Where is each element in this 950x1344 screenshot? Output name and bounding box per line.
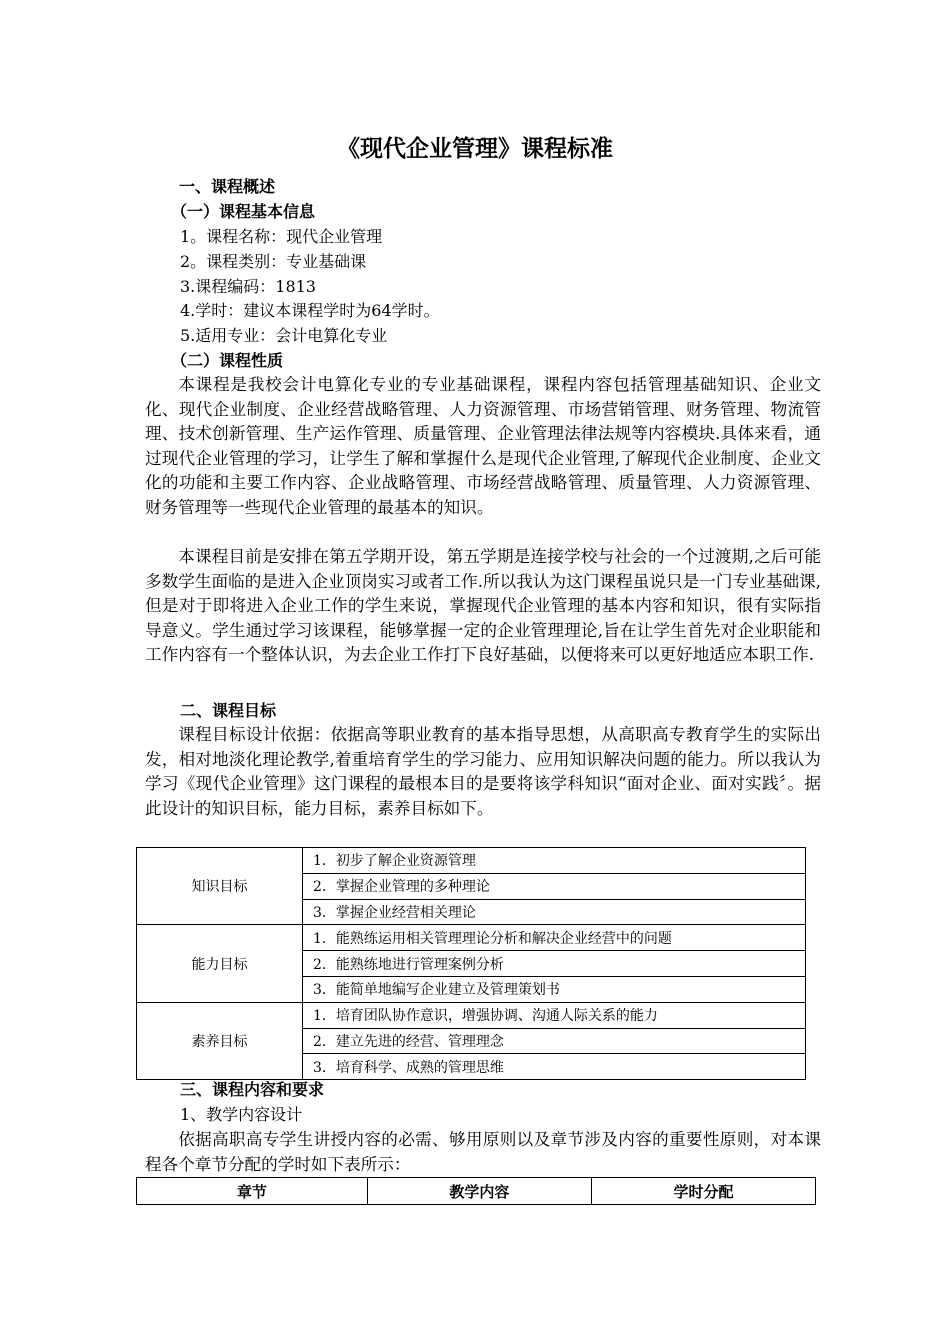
column-header-hours: 学时分配 (591, 1178, 815, 1205)
goal-category-knowledge: 知识目标 (137, 848, 303, 925)
section-2-heading: 二、课程目标 (180, 701, 277, 720)
document-title: 《现代企业管理》课程标准 (337, 136, 613, 162)
info-course-type: 2。课程类别：专业基础课 (180, 252, 367, 271)
info-major: 5.适用专业：会计电算化专业 (180, 326, 388, 345)
table-row (137, 848, 806, 874)
goal-item: 1．培育团队协作意识，增强协调、沟通人际关系的能力 (303, 1002, 806, 1028)
goal-item: 1．初步了解企业资源管理 (303, 848, 806, 874)
nature-paragraph-2: 本课程目前是安排在第五学期开设，第五学期是连接学校与社会的一个过渡期,之后可能多数学生面临的是进入企业顶岗实习或者工作.所以我认为这门课程虽说只是一门专业基础课,但是对于即将进入企业工作的学生来说，掌握现代企业管理的基本内容和知识，很有实际指导意义。学生通过学习该课程，能够掌握一定的企业管理理论,旨在让学生首先对企业职能和工作内容有一个整体认识，为去企业工作打下良好基础，以便将来可以更好地适应本职工作. (145, 547, 821, 665)
section-3-1-heading: 1、教学内容设计 (180, 1105, 303, 1124)
goals-table (136, 847, 806, 1080)
goal-category-literacy: 素养目标 (137, 1002, 303, 1079)
goal-item: 3．能简单地编写企业建立及管理策划书 (303, 976, 806, 1002)
hours-table (136, 1177, 816, 1205)
nature-paragraph-1: 本课程是我校会计电算化专业的专业基础课程，课程内容包括管理基础知识、企业文化、现代企业制度、企业经营战略管理、人力资源管理、市场营销管理、财务管理、物流管理、技术创新管理、生产运作管理、质量管理、企业管理法律法规等内容模块.具体来看，通过现代企业管理的学习，让学生了解和掌握什么是现代企业管理,了解现代企业制度、企业文化的功能和主要工作内容、企业战略管理、市场经营战略管理、质量管理、人力资源管理、财务管理等一些现代企业管理的最基本的知识。 (145, 375, 821, 517)
goal-item: 2．能熟练地进行管理案例分析 (303, 951, 806, 977)
column-header-chapter: 章节 (137, 1178, 368, 1205)
goal-item: 2．掌握企业管理的多种理论 (303, 873, 806, 899)
goal-item: 1．能熟练运用相关管理理论分析和解决企业经营中的问题 (303, 925, 806, 951)
section-1-1-heading: （一）课程基本信息 (171, 202, 316, 221)
content-intro-paragraph: 依据高职高专学生讲授内容的必需、够用原则以及章节涉及内容的重要性原则，对本课程各个章节分配的学时如下表所示： (145, 1130, 821, 1174)
goals-intro-paragraph: 课程目标设计依据：依据高等职业教育的基本指导思想，从高职高专教育学生的实际出发，相对地淡化理论教学,着重培育学生的学习能力、应用知识解决问题的能力。所以我认为学习《现代企业管理》这门课程的最根本目的是要将该学科知识“面对企业、面对实践〞。据此设计的知识目标，能力目标，素养目标如下。 (145, 725, 821, 818)
goal-category-ability: 能力目标 (137, 925, 303, 1002)
section-3-heading: 三、课程内容和要求 (180, 1080, 325, 1099)
section-1-2-heading: （二）课程性质 (171, 351, 284, 370)
goal-item: 3．培育科学、成熟的管理思维 (303, 1054, 806, 1080)
goal-item: 2．建立先进的经营、管理理念 (303, 1028, 806, 1054)
table-row (137, 925, 806, 951)
table-row (137, 1002, 806, 1028)
table-header-row (137, 1178, 816, 1205)
section-1-heading: 一、课程概述 (179, 177, 276, 196)
goal-item: 3．掌握企业经营相关理论 (303, 899, 806, 925)
info-course-code: 3.课程编码：1813 (180, 277, 316, 296)
info-course-name: 1。课程名称：现代企业管理 (180, 227, 383, 246)
column-header-content: 教学内容 (367, 1178, 591, 1205)
info-hours: 4.学时：建议本课程学时为64学时。 (180, 301, 440, 320)
